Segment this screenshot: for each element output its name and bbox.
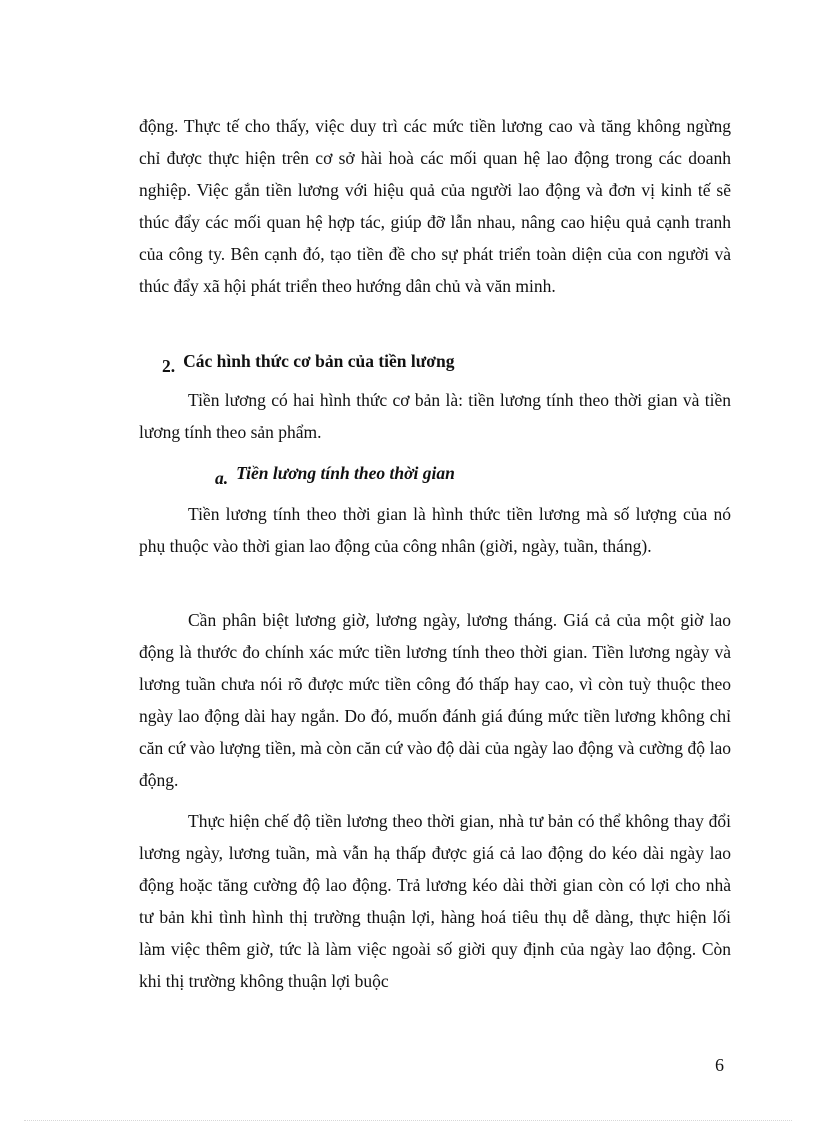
section-2-title: Các hình thức cơ bản của tiền lương xyxy=(183,351,455,371)
paragraph-4: Cần phân biệt lương giờ, lương ngày, lương tháng. Giá cả của một giờ lao động là thước đo chính xác mức tiền lương tính theo thời gian. Tiền lương ngày và lương tuần chưa nói rõ được mức tiền công đó thấp hay cao, vì còn tuỳ thuộc theo ngày lao động dài hay ngắn. Do đó, muốn đánh giá đúng mức tiền lương không chỉ căn cứ vào lượng tiền, mà còn căn cứ vào độ dài của ngày lao động và cường độ lao động. xyxy=(139,610,731,790)
subsection-a-letter: a. xyxy=(215,468,229,488)
paragraph-3: Tiền lương tính theo thời gian là hình thức tiền lương mà số lượng của nó phụ thuộc vào thời gian lao động của công nhân (giời, ngày, tuần, tháng). xyxy=(139,504,731,556)
paragraph-2: Tiền lương có hai hình thức cơ bản là: tiền lương tính theo thời gian và tiền lương tính theo sản phẩm. xyxy=(139,390,731,442)
page-number: 6 xyxy=(715,1055,724,1075)
subsection-a-title: Tiền lương tính theo thời gian xyxy=(236,463,455,483)
footer-divider xyxy=(24,1120,792,1121)
section-2-heading xyxy=(162,349,455,376)
paragraph-1: động. Thực tế cho thấy, việc duy trì các mức tiền lương cao và tăng không ngừng chỉ được thực hiện trên cơ sở hài hoà các mối quan hệ lao động trong các doanh nghiệp. Việc gắn tiền lương với hiệu quả của người lao động và đơn vị kinh tế sẽ thúc đẩy các mối quan hệ hợp tác, giúp đỡ lẫn nhau, nâng cao hiệu quả cạnh tranh của công ty. Bên cạnh đó, tạo tiền đề cho sự phát triển toàn diện của con người và thúc đẩy xã hội phát triển theo hướng dân chủ và văn minh. xyxy=(139,116,731,296)
subsection-a-heading xyxy=(215,461,455,488)
section-2-number: 2. xyxy=(162,356,176,376)
paragraph-5: Thực hiện chế độ tiền lương theo thời gian, nhà tư bản có thể không thay đổi lương ngày, lương tuần, mà vẫn hạ thấp được giá cả lao động do kéo dài ngày lao động hoặc tăng cường độ lao động. Trả lương kéo dài thời gian còn có lợi cho nhà tư bản khi tình hình thị trường thuận lợi, hàng hoá tiêu thụ dễ dàng, thực hiện lối làm việc thêm giờ, tức là làm việc ngoài số giời quy định của ngày lao động. Còn khi thị trường không thuận lợi buộc xyxy=(139,811,731,991)
